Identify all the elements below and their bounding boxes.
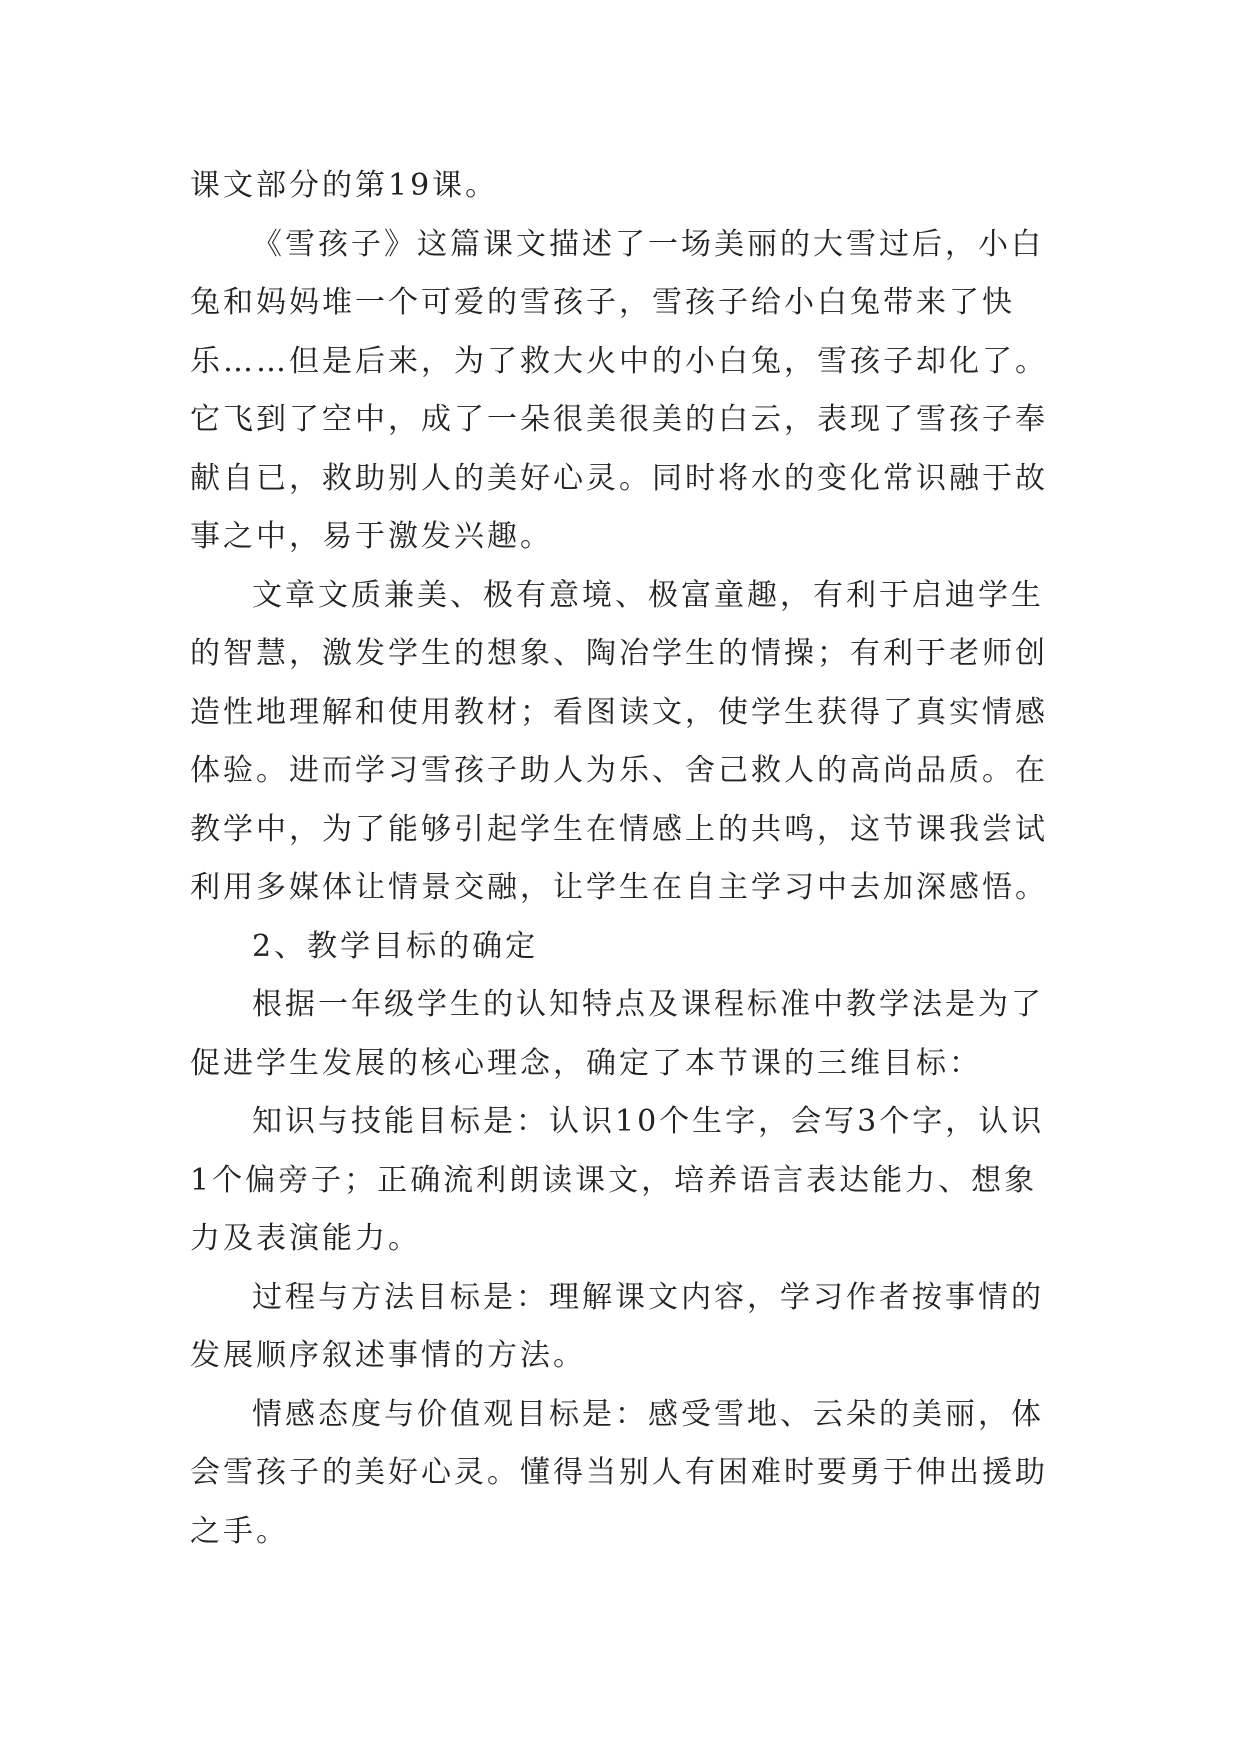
section-heading-teaching-goals: 2、教学目标的确定 bbox=[252, 928, 539, 964]
paragraph-emotion-goal: 情感态度与价值观目标是：感受雪地、云朵的美丽，体会雪孩子的美好心灵。懂得当别人有困难时要勇于伸出援助之手。 bbox=[190, 1396, 1048, 1549]
paragraph-continuation: 课文部分的第19课。 bbox=[190, 168, 499, 203]
paragraph-knowledge-goal: 知识与技能目标是：认识10个生字，会写3个字，认识1个偏旁子；正确流利朗读课文，培养语言表达能力、想象力及表演能力。 bbox=[190, 1104, 1045, 1256]
paragraph-process-goal: 过程与方法目标是：理解课文内容，学习作者按事情的发展顺序叙述事情的方法。 bbox=[190, 1279, 1044, 1373]
paragraph-lesson-value: 文章文质兼美、极有意境、极富童趣，有利于启迪学生的智慧，激发学生的想象、陶冶学生的情操；有利于老师创造性地理解和使用教材；看图读文，使学生获得了真实情感体验。进而学习雪孩子助人为乐、舍己救人的高尚品质。在教学中，为了能够引起学生在情感上的共鸣，这节课我尝试利用多媒体让情景交融，让学生在自主学习中去加深感悟。 bbox=[190, 577, 1048, 905]
document-body bbox=[190, 157, 1060, 1561]
paragraph-goals-intro: 根据一年级学生的认知特点及课程标准中教学法是为了促进学生发展的核心理念，确定了本节课的三维目标： bbox=[190, 987, 1044, 1081]
paragraph-lesson-description: 《雪孩子》这篇课文描述了一场美丽的大雪过后，小白兔和妈妈堆一个可爱的雪孩子，雪孩子给小白兔带来了快乐……但是后来，为了救大火中的小白兔，雪孩子却化了。它飞到了空中，成了一朵很美很美的白云，表现了雪孩子奉献自已，救助别人的美好心灵。同时将水的变化常识融于故事之中，易于激发兴趣。 bbox=[190, 226, 1048, 554]
